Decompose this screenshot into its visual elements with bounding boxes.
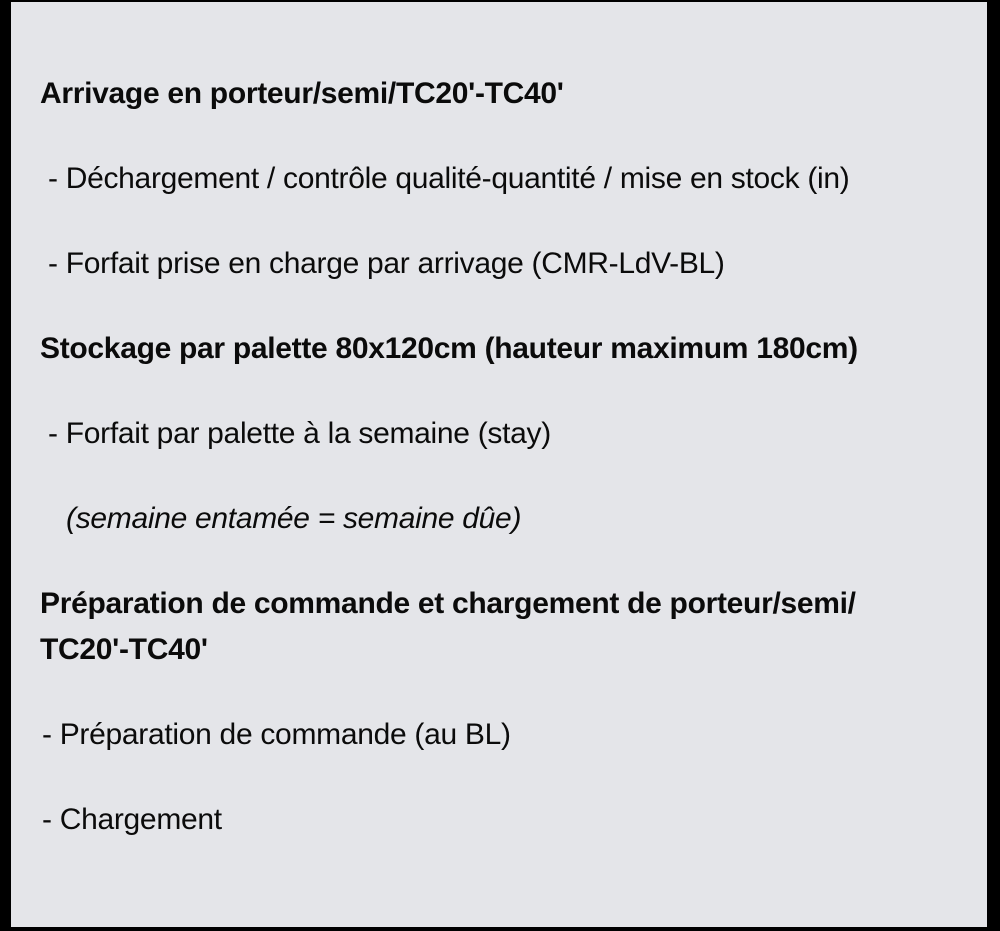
note-line: (semaine entamée = semaine dûe): [66, 502, 522, 535]
list-item: - Préparation de commande (au BL): [42, 718, 511, 751]
section-heading: Stockage par palette 80x120cm (hauteur maximum 180cm): [40, 332, 858, 365]
list-item: - Chargement: [42, 803, 222, 836]
list-item: - Déchargement / contrôle qualité-quantité / mise en stock (in): [48, 162, 850, 195]
section-heading: [40, 581, 969, 673]
heading-line: Préparation de commande et chargement de porteur/semi/: [40, 587, 856, 620]
section-heading: Arrivage en porteur/semi/TC20'-TC40': [40, 77, 564, 110]
document-panel: [11, 2, 987, 927]
list-item: - Forfait par palette à la semaine (stay): [48, 417, 551, 450]
document-blocks: [40, 71, 969, 843]
list-item: - Forfait prise en charge par arrivage (CMR-LdV-BL): [48, 247, 725, 280]
heading-line: TC20'-TC40': [40, 633, 208, 666]
